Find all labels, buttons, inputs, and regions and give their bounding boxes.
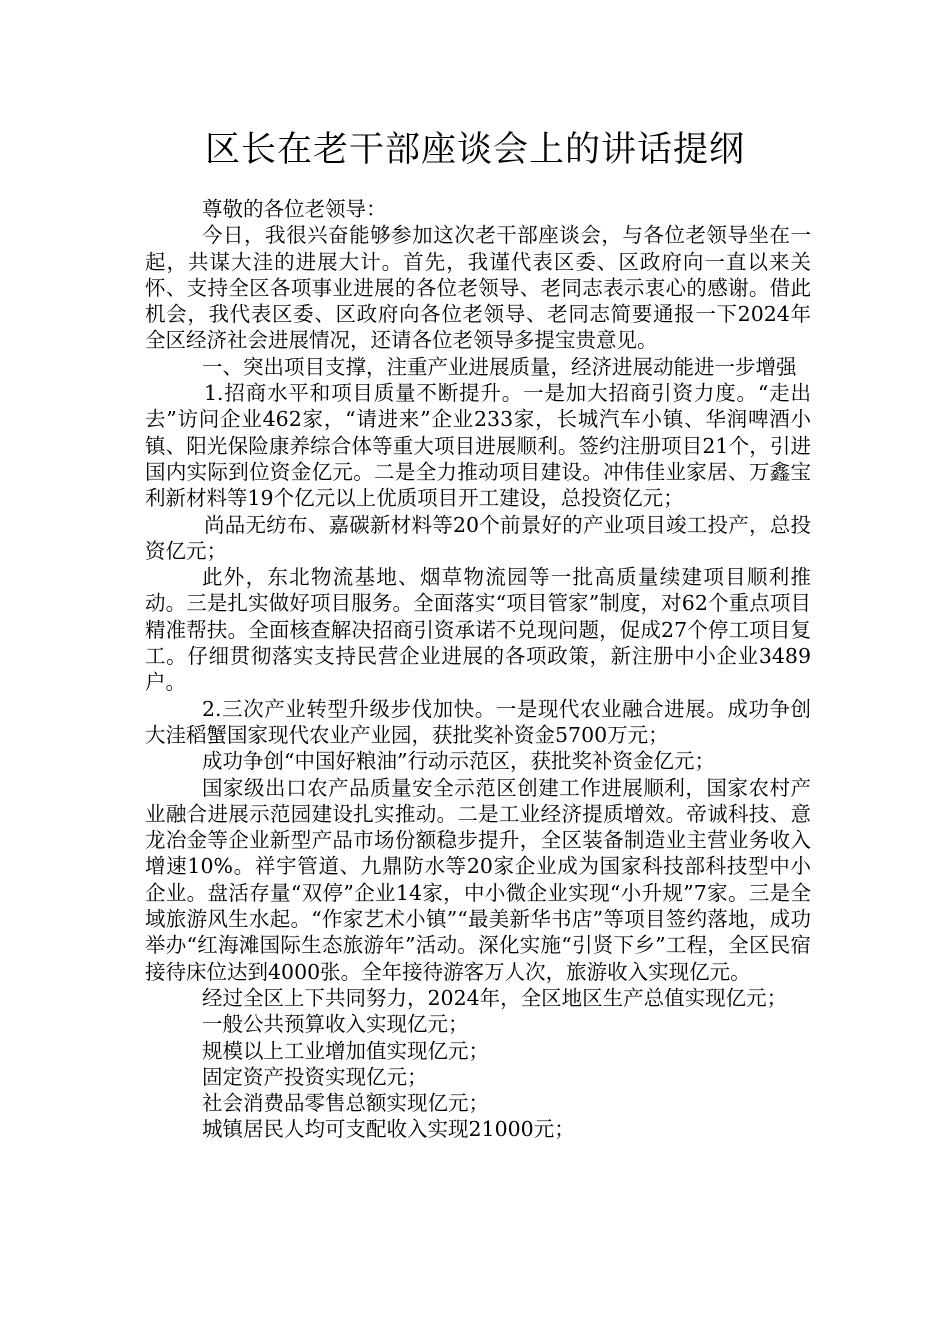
body-paragraph: 国家级出口农产品质量安全示范区创建工作进展顺利，国家农村产业融合进展示范园建设扎实推动。二是工业经济提质增效。帝诚科技、意龙冶金等企业新型产品市场份额稳步提升，全区装备制造业主营业务收入增速10%。祥宇管道、九鼎防水等20家企业成为国家科技部科技型中小企业。盘活存量“双停”企业14家，中小微企业实现“小升规”7家。三是全域旅游风生水起。“作家艺术小镇”“最美新华书店”等项目签约落地，成功举办“红海滩国际生态旅游年”活动。深化实施“引贤下乡”工程，全区民宿接待床位达到4000张。全年接待游客万人次，旅游收入实现亿元。 [145, 775, 811, 984]
list-item: 一般公共预算收入实现亿元； [202, 1012, 469, 1037]
body-paragraph: 此外，东北物流基地、烟草物流园等一批高质量续建项目顺利推动。三是扎实做好项目服务。全面落实“项目管家”制度，对62个重点项目精准帮扶。全面核查解决招商引资承诺不兑现问题，促成27个停工项目复工。仔细贯彻落实支持民营企业进展的各项政策，新注册中小企业3489户。 [145, 565, 811, 695]
body-paragraph: 成功争创“中国好粮油”行动示范区，获批奖补资金亿元； [202, 749, 715, 774]
list-item: 城镇居民人均可支配收入实现21000元； [202, 1117, 575, 1142]
intro-paragraph: 今日，我很兴奋能够参加这次老干部座谈会，与各位老领导坐在一起，共谋大洼的进展大计。首先，我谨代表区委、区政府向一直以来关怀、支持全区各项事业进展的各位老领导、老同志表示衷心的感谢。借此机会，我代表区委、区政府向各位老领导、老同志简要通报一下2024年全区经济社会进展情况，还请各位老领导多提宝贵意见。 [145, 223, 811, 353]
list-item: 社会消费品零售总额实现亿元； [202, 1091, 489, 1116]
body-paragraph: 尚品无纺布、嘉碳新材料等20个前景好的产业项目竣工投产，总投资亿元； [145, 512, 811, 563]
subsection-1-paragraph: 1.招商水平和项目质量不断提升。一是加大招商引资力度。“走出去”访问企业462家，“请进来”企业233家，长城汽车小镇、华润啤酒小镇、阳光保险康养综合体等重大项目进展顺利。签约注册项目21个，引进国内实际到位资金亿元。二是全力推动项目建设。冲伟佳业家居、万鑫宝利新材料等19个亿元以上优质项目开工建设，总投资亿元； [145, 381, 811, 511]
subsection-2-paragraph: 2.三次产业转型升级步伐加快。一是现代农业融合进展。成功争创大洼稻蟹国家现代农业产业园，获批奖补资金5700万元； [145, 696, 811, 747]
document-body [145, 196, 811, 1143]
list-item: 规模以上工业增加值实现亿元； [202, 1038, 489, 1063]
list-item: 固定资产投资实现亿元； [202, 1064, 428, 1089]
salutation: 尊敬的各位老领导： [202, 197, 387, 221]
document-title: 区长在老干部座谈会上的讲话提纲 [204, 130, 745, 170]
section-heading-1: 一、突出项目支撑，注重产业进展质量，经济进展动能进一步增强 [202, 354, 797, 379]
summary-paragraph: 经过全区上下共同努力，2024年，全区地区生产总值实现亿元； [202, 985, 788, 1010]
